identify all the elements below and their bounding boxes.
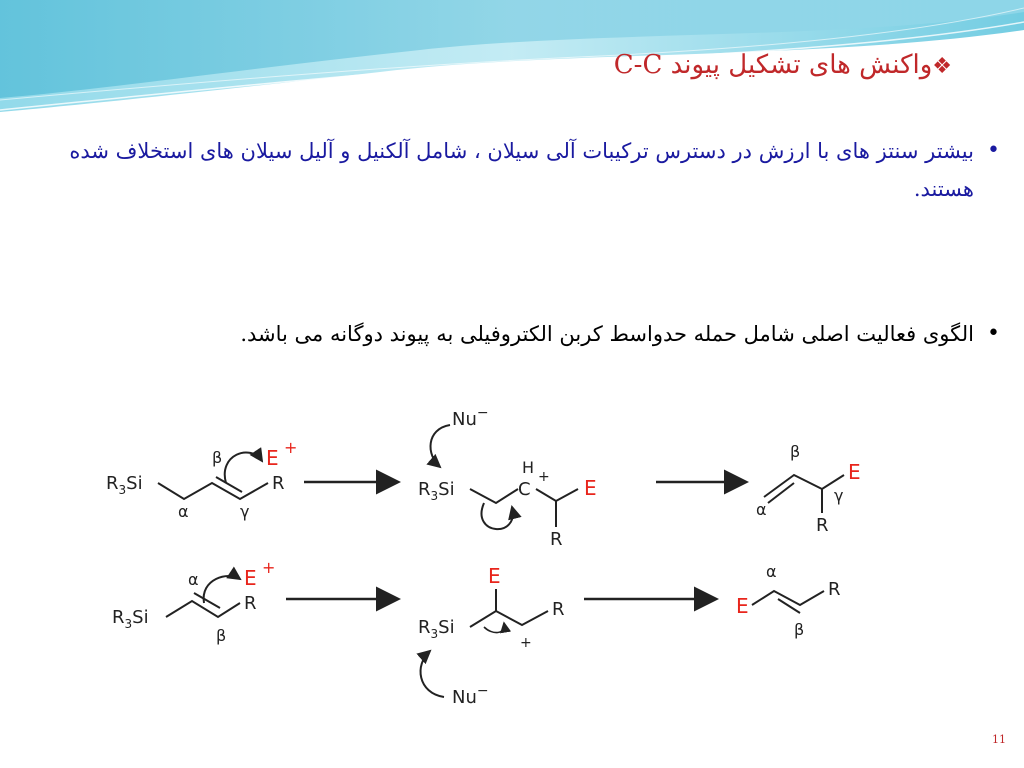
- alpha-label: α: [766, 562, 777, 581]
- curved-arrow-icon: [431, 425, 450, 467]
- bullet-dot-icon: •: [987, 321, 1000, 346]
- bullet-paragraph-1: [69, 132, 1000, 208]
- electrophile-label: E: [488, 564, 501, 588]
- gamma-label: γ: [834, 486, 844, 505]
- page-number: 11: [992, 733, 1006, 746]
- electrophile-label: E: [848, 460, 861, 484]
- gamma-label: γ: [240, 502, 250, 521]
- r-substituent-label: R: [816, 515, 829, 536]
- silyl-group-label: $R_3Si$: [418, 617, 455, 641]
- electrophile-label: E: [244, 566, 257, 590]
- nucleophile-label: Nu−: [452, 683, 489, 708]
- bullet-text-1: بیشتر سنتز های با ارزش در دسترس ترکیبات آلی سیلان ، شامل آلکنیل و آلیل سیلان های استخلاف شده هستند.: [69, 139, 974, 201]
- r-substituent-label: R: [550, 529, 563, 550]
- allylsilane-reaction-row: [106, 405, 861, 550]
- r-substituent-label: R: [552, 599, 565, 620]
- alpha-label: α: [188, 570, 199, 589]
- beta-silyl-cation-intermediate: [418, 564, 565, 708]
- diamond-bullet-icon: ❖: [932, 54, 952, 79]
- bullet-paragraph-2: [34, 315, 1000, 353]
- plus-charge-label: +: [538, 469, 550, 485]
- bullet-dot-icon: •: [987, 138, 1000, 163]
- silyl-group-label: $R_3Si$: [112, 607, 149, 631]
- carbocation-label: C: [518, 479, 531, 500]
- nucleophile-label: Nu−: [452, 405, 489, 430]
- beta-label: β: [794, 620, 805, 639]
- electrophile-label: E: [736, 594, 749, 618]
- bullet-text-2: الگوی فعالیت اصلی شامل حمله حدواسط کربن الکتروفیلی به پیوند دوگانه می باشد.: [240, 322, 974, 346]
- slide-title-text: واکنش های تشکیل پیوند C-C: [613, 50, 933, 80]
- electrophile-label: E: [584, 476, 597, 500]
- vinyl-substitution-product: [736, 562, 841, 639]
- beta-silyl-cation-intermediate: [418, 405, 597, 550]
- r-substituent-label: R: [828, 579, 841, 600]
- plus-charge-label: +: [262, 558, 276, 577]
- curved-arrow-icon: [484, 623, 504, 633]
- beta-label: β: [790, 442, 801, 461]
- r-substituent-label: R: [272, 473, 285, 494]
- vinylsilane-reaction-row: [112, 558, 841, 708]
- plus-charge-label: +: [284, 438, 298, 457]
- beta-label: β: [216, 626, 227, 645]
- allylsilane-reactant: [106, 438, 297, 521]
- reaction-scheme: [100, 405, 875, 715]
- slide-title: [614, 50, 952, 80]
- beta-label: β: [212, 448, 223, 467]
- silyl-group-label: $R_3Si$: [418, 479, 455, 503]
- plus-charge-label: +: [520, 635, 532, 651]
- alpha-label: α: [178, 502, 189, 521]
- curved-arrow-icon: [204, 576, 240, 603]
- hydrogen-label: H: [522, 458, 535, 477]
- r-substituent-label: R: [244, 593, 257, 614]
- silyl-group-label: $R_3Si$: [106, 473, 143, 497]
- curved-arrow-icon: [225, 452, 262, 483]
- vinylsilane-reactant: [112, 558, 275, 645]
- curved-arrow-icon: [421, 651, 444, 697]
- curved-arrow-icon: [482, 503, 513, 529]
- alpha-label: α: [756, 500, 767, 519]
- allylation-product: [756, 442, 861, 536]
- electrophile-label: E: [266, 446, 279, 470]
